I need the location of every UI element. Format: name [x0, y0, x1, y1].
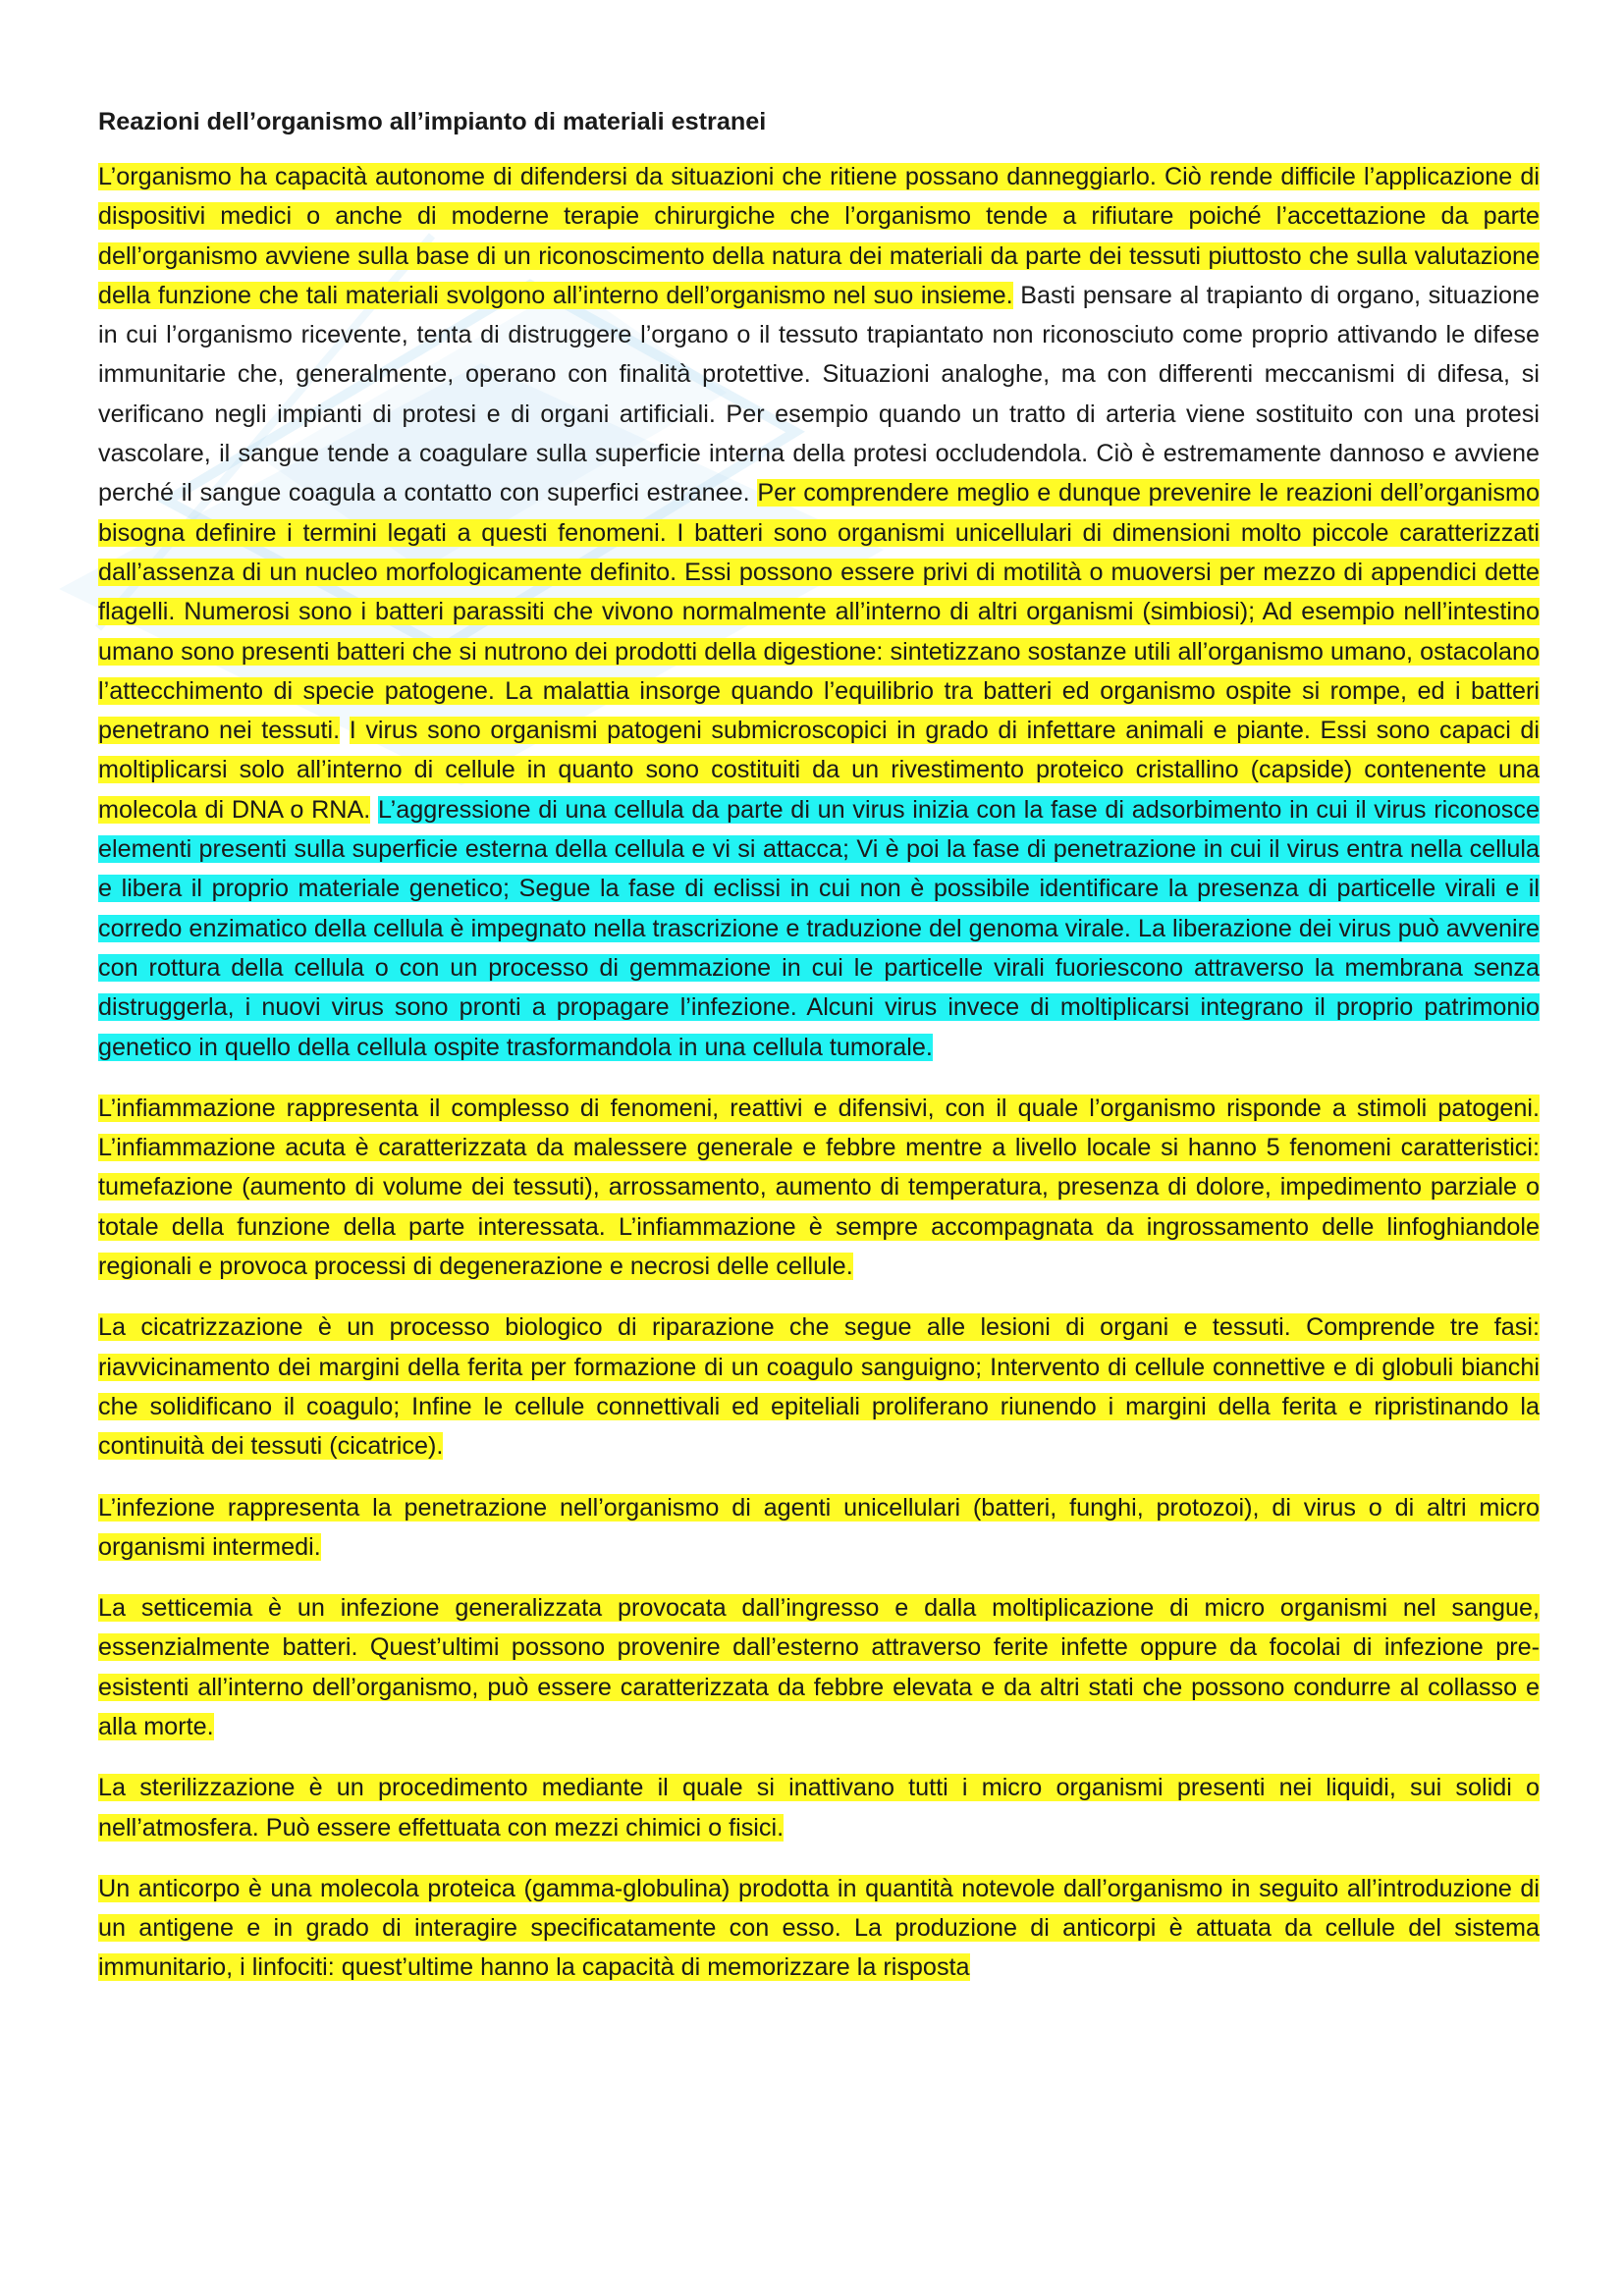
- text-segment: L’infiammazione rappresenta il complesso di fenomeni, reattivi e difensivi, con il quale l’organismo risponde a stimoli patogeni. L’infiammazione acuta è caratterizzata da malessere generale e febbre mentre a livello locale si hanno 5 fenomeni caratteristici: tumefazione (aumento di volume dei tessuti), arrossamento, aumento di temperatura, presenza di dolore, impedimento parziale o totale della funzione della parte interessata. L’infiammazione è sempre accompagnata da ingrossamento delle linfoghiandole regionali e provoca processi di degenerazione e necrosi delle cellule.: [98, 1094, 1540, 1281]
- paragraph-intro: [98, 157, 1540, 1067]
- text-segment: L’aggressione di una cellula da parte di un virus inizia con la fase di adsorbimento in cui il virus riconosce elementi presenti sulla superficie esterna della cellula e vi si attacca; Vi è poi la fase di penetrazione in cui il virus entra nella cellula e libera il proprio materiale genetico; Segue la fase di eclissi in cui non è possibile identificare la presenza di particelle virali e il corredo enzimatico della cellula è impegnato nella trascrizione e traduzione del genoma virale. La liberazione dei virus può avvenire con rottura della cellula o con un processo di gemmazione in cui le particelle virali fuoriescono attraverso la membrana senza distruggerla, i nuovi virus sono pronti a propagare l’infezione. Alcuni virus invece di moltiplicarsi integrano il proprio patrimonio genetico in quello della cellula ospite trasformandola in una cellula tumorale.: [98, 795, 1540, 1061]
- paragraph-infezione: [98, 1488, 1540, 1568]
- text-segment: Un anticorpo è una molecola proteica (gamma-globulina) prodotta in quantità notevole dall’organismo in seguito all’introduzione di un antigene e in grado di interagire specificatamente con esso. La produzione di anticorpi è attuata da cellule del sistema immunitario, i linfociti: quest’ultime hanno la capacità di memorizzare la risposta: [98, 1874, 1540, 1982]
- document-title: Reazioni dell’organismo all’impianto di materiali estranei: [98, 108, 767, 135]
- text-segment: Basti pensare al trapianto di organo, situazione in cui l’organismo ricevente, tenta di distruggere l’organo o il tessuto trapiantato non riconosciuto come proprio attivando le difese immunitarie che, generalmente, operano con finalità protettive. Situazioni analoghe, ma con differenti meccanismi di difesa, si verificano negli impianti di protesi e di organi artificiali. Per esempio quando un tratto di arteria viene sostituito con una protesi vascolare, il sangue tende a coagulare sulla superficie interna della protesi occludendola. Ciò è estremamente dannoso e avviene perché il sangue coagula a contatto con superfici estranee.: [98, 281, 1540, 507]
- document-page: [98, 102, 1540, 2009]
- text-segment: La cicatrizzazione è un processo biologico di riparazione che segue alle lesioni di organi e tessuti. Comprende tre fasi: riavvicinamento dei margini della ferita per formazione di un coagulo sanguigno; Intervento di cellule connettive e di globuli bianchi che solidificano il coagulo; Infine le cellule connettivali ed epiteliali proliferano riunendo i margini della ferita e ripristinando la continuità dei tessuti (cicatrice).: [98, 1313, 1540, 1461]
- text-segment: L’infezione rappresenta la penetrazione nell’organismo di agenti unicellulari (batteri, funghi, protozoi), di virus o di altri micro organismi intermedi.: [98, 1493, 1540, 1561]
- text-segment: L’organismo ha capacità autonome di difendersi da situazioni che ritiene possano danneggiarlo. Ciò rende difficile l’applicazione di dispositivi medici o anche di moderne terapie chirurgiche che l’organismo tende a rifiutare poiché l’accettazione da parte dell’organismo avviene sulla base di un riconoscimento della natura dei materiali da parte dei tessuti piuttosto che sulla valutazione della funzione che tali materiali svolgono all’interno dell’organismo nel suo insieme.: [98, 163, 1540, 309]
- paragraph-infiammazione: [98, 1089, 1540, 1286]
- text-segment: [370, 796, 378, 824]
- text-segment: I virus sono organismi patogeni submicroscopici in grado di infettare animali e piante. Essi sono capaci di moltiplicarsi solo all’interno di cellule in quanto sono costituiti da un rivestimento proteico cristallino (capside) contenente una molecola di DNA o RNA.: [98, 717, 1541, 824]
- paragraph-sterilizzazione: [98, 1768, 1540, 1847]
- text-segment: Per comprendere meglio e dunque prevenire le reazioni dell’organismo bisogna definire i termini legati a questi fenomeni. I batteri sono organismi unicellulari di dimensioni molto piccole caratterizzati dall’assenza di un nucleo morfologicamente definito. Essi possono essere privi di motilità o muoversi per mezzo di appendici dette flagelli. Numerosi sono i batteri parassiti che vivono normalmente all’interno di altri organismi (simbiosi); Ad esempio nell’intestino umano sono presenti batteri che si nutrono dei prodotti della digestione: sintetizzano sostanze utili all’organismo umano, ostacolano l’attecchimento di specie patogene. La malattia insorge quando l’equilibrio tra batteri ed organismo ospite si rompe, ed i batteri penetrano nei tessuti.: [98, 479, 1540, 745]
- paragraph-anticorpo: [98, 1869, 1540, 1988]
- paragraph-cicatrizzazione: [98, 1308, 1540, 1466]
- text-segment: La setticemia è un infezione generalizzata provocata dall’ingresso e dalla moltiplicazione di micro organismi nel sangue, essenzialmente batteri. Quest’ultimi possono provenire dall’esterno attraverso ferite infette oppure da focolai di infezione pre-esistenti all’interno dell’organismo, può essere caratterizzata da febbre elevata e da altri stati che possono condurre al collasso e alla morte.: [98, 1594, 1540, 1740]
- text-segment: [340, 717, 350, 744]
- paragraph-setticemia: [98, 1588, 1540, 1746]
- text-segment: La sterilizzazione è un procedimento mediante il quale si inattivano tutti i micro organismi presenti nei liquidi, sui solidi o nell’atmosfera. Può essere effettuata con mezzi chimici o fisici.: [98, 1774, 1540, 1842]
